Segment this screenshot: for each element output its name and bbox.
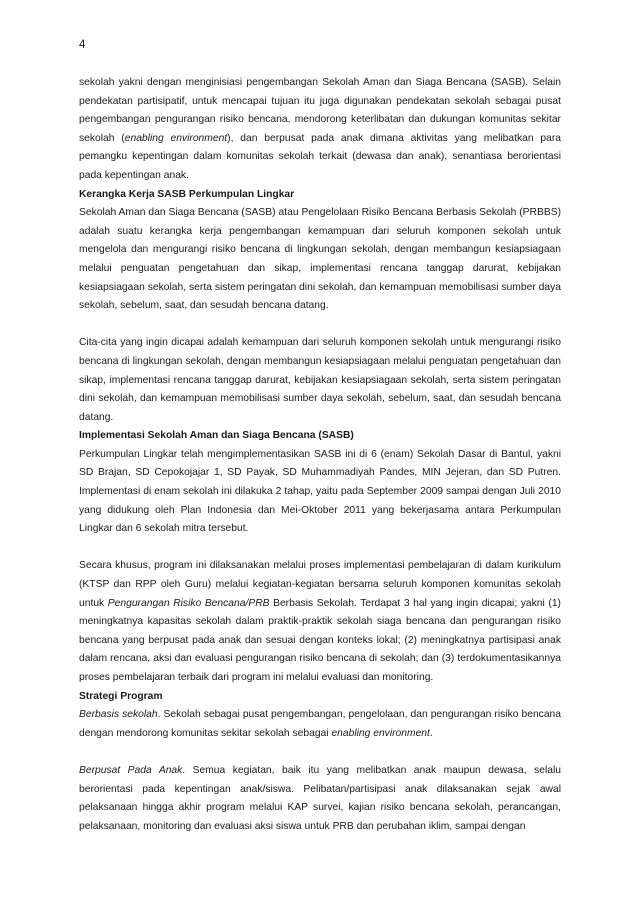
implementasi-italic-term: Pengurangan Risiko Bencana/PRB <box>107 597 270 609</box>
kerangka-paragraph-1: Sekolah Aman dan Siaga Bencana (SASB) atau Pengelolaan Risiko Bencana Berbasis Sekolah (PRBBS) adalah suatu kerangka kerja pengembangan kemampuan dari seluruh komponen sekolah untuk mengelola dan mengurangi risiko bencana di lingkungan sekolah, dengan membangun kesiapsiagaan melalui penguatan pengetahuan dan sikap, implementasi rencana tanggap darurat, kebijakan kesiapsiagaan sekolah, serta sistem peringatan dini sekolah, dan kemampuan memobilisasi sumber daya sekolah, sebelum, saat, dan sesudah bencana datang. <box>79 207 561 312</box>
intro-text-1: sekolah yakni dengan menginisiasi pengembangan Sekolah Aman dan Siaga Bencana (SASB). Selain pendekatan partisipatif, untuk mencapai tujuan itu juga digunakan pendekatan sekolah sebagai pusat pengembangan pengurangan risiko bencana, mendorong keterlibatan dan dukungan komunitas sekitar sekolah ( <box>79 77 561 144</box>
strategi-italic-term: enabling environment <box>331 727 430 739</box>
strategi-paragraph-2 <box>79 762 561 836</box>
kerangka-paragraph-2: Cita-cita yang ingin dicapai adalah kemampuan dari seluruh komponen sekolah untuk mengurangi risiko bencana di lingkungan sekolah, dengan membangun kesiapsiagaan melalui penguatan pengetahuan dan sikap, implementasi rencana tanggap darurat, kebijakan kesiapsiagaan sekolah, serta sistem peringatan dini sekolah, dan kemampuan memobilisasi sumber daya sekolah, sebelum, saat, dan sesudah bencana datang. <box>79 337 561 423</box>
strategi-lead-2: Berpusat Pada Anak <box>79 764 183 776</box>
heading-strategi: Strategi Program <box>79 690 163 702</box>
heading-kerangka: Kerangka Kerja SASB Perkumpulan Lingkar <box>79 188 295 200</box>
implementasi-text-1: Secara khusus, program ini dilaksanakan melalui proses implementasi pembelajaran di dalam kurikulum (KTSP dan RPP oleh Guru) melalui kegiatan-kegiatan bersama seluruh komponen komunitas sekolah untuk <box>79 560 561 609</box>
intro-paragraph <box>79 74 561 186</box>
document-body <box>79 74 561 836</box>
strategi-text-1b: . <box>429 727 433 739</box>
strategi-text-2: . Semua kegiatan, baik itu yang melibatkan anak maupun dewasa, selalu berorientasi pada kepentingan anak/siswa. Pelibatan/partisipasi anak dilaksanakan sejak awal pelaksanaan hingga akhir program melalui KAP survei, kajian risiko bencana sekolah, perancangan, pelaksanaan, monitoring dan evaluasi aksi siswa untuk PRB dan perubahan iklim, sampai dengan <box>79 764 561 832</box>
heading-implementasi: Implementasi Sekolah Aman dan Siaga Bencana (SASB) <box>79 430 354 442</box>
intro-italic-term: enabling environment <box>124 132 228 144</box>
strategi-text-1a: . Sekolah sebagai pusat pengembangan, pengelolaan, dan pengurangan risiko bencana dengan mendorong komunitas sekitar sekolah sebagai <box>79 709 561 739</box>
strategi-lead-1: Berbasis sekolah <box>79 709 158 721</box>
implementasi-paragraph-2 <box>79 557 561 687</box>
strategi-paragraph-1 <box>79 706 561 743</box>
implementasi-paragraph-1: Perkumpulan Lingkar telah mengimplementasikan SASB ini di 6 (enam) Sekolah Dasar di Bantul, yakni SD Brajan, SD Cepokojajar 1, SD Payak, SD Muhammadiyah Pandes, MIN Jejeran, dan SD Putren. Implementasi di enam sekolah ini dilakuka 2 tahap, yaitu pada September 2009 sampai dengan Juli 2010 yang didukung oleh Plan Indonesia dan Mei-Oktober 2011 yang bekerjasama antara Perkumpulan Lingkar dan 6 sekolah mitra tersebut. <box>79 448 561 535</box>
page-number: 4 <box>79 39 86 51</box>
implementasi-text-2: Berbasis Sekolah. Terdapat 3 hal yang ingin dicapai; yakni (1) meningkatnya kapasitas sekolah dalam praktik-praktik sekolah siaga bencana dan pengurangan risiko bencana yang berpusat pada anak dan sesuai dengan konteks lokal; (2) meningkatnya partisipasi anak dalam rencana, aksi dan evaluasi pengurangan risiko bencana di sekolah; dan (3) terdokumentasikannya proses pembelajaran terbaik dari program ini melalui evaluasi dan monitoring. <box>79 597 561 683</box>
intro-text-2: ), dan berpusat pada anak dimana aktivitas yang melibatkan para pemangku kepentingan dalam komunitas sekolah terkait (dewasa dan anak), senantiasa berorientasi pada kepentingan anak. <box>79 132 561 181</box>
